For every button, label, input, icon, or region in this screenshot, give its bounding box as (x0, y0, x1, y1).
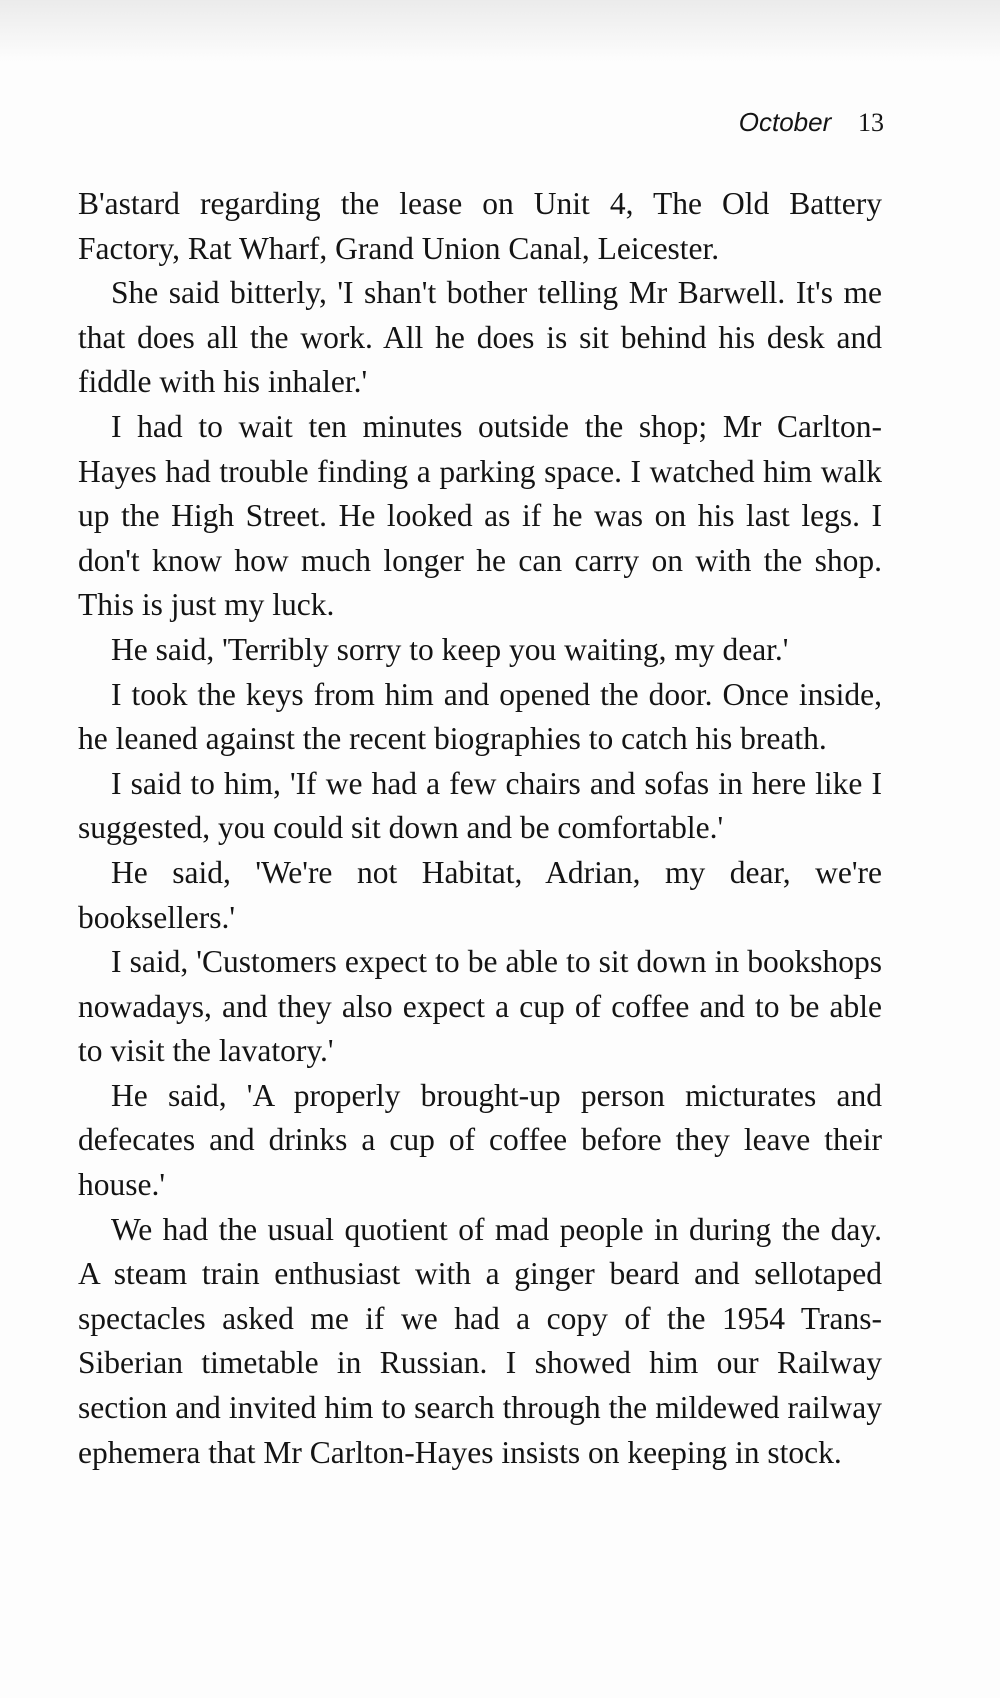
paragraph-3: I had to wait ten minutes outside the shop; Mr Carlton-Hayes had trouble finding a parking space. I watched him walk up the High Street. He looked as if he was on his last legs. I don't know how much longer he can carry on with the shop. This is just my luck. (78, 408, 882, 623)
page-number: 13 (858, 108, 884, 137)
page-header (739, 104, 884, 141)
running-head: October (738, 107, 832, 137)
paragraph-6: I said to him, 'If we had a few chairs and sofas in here like I suggested, you could sit down and be comfortable.' (78, 765, 882, 846)
paragraph-8: I said, 'Customers expect to be able to sit down in bookshops nowadays, and they also expect a cup of coffee and to be able to visit the lavatory.' (78, 944, 882, 1069)
paragraph-5: I took the keys from him and opened the door. Once inside, he leaned against the recent biographies to catch his breath. (78, 676, 882, 757)
paragraph-9: He said, 'A properly brought-up person micturates and defecates and drinks a cup of coffee before they leave their house.' (78, 1077, 882, 1203)
paragraph-10: We had the usual quotient of mad people in during the day. A steam train enthusiast with a ginger beard and sellotaped spectacles asked me if we had a copy of the 1954 Trans-Siberian timetable in Russian. I showed him our Railway section and invited him to search through the mildewed railway ephemera that Mr Carlton-Hayes insists on keeping in stock. (78, 1211, 882, 1470)
paragraph-7: He said, 'We're not Habitat, Adrian, my dear, we're booksellers.' (78, 854, 882, 935)
paragraph-2: She said bitterly, 'I shan't bother telling Mr Barwell. It's me that does all the work. All he does is sit behind his desk and fiddle with his inhaler.' (78, 275, 882, 400)
body-text (78, 182, 882, 1475)
page-top-shadow (0, 0, 1000, 62)
paragraph-1: B'astard regarding the lease on Unit 4, The Old Battery Factory, Rat Wharf, Grand Union Canal, Leicester. (78, 186, 882, 266)
paragraph-4: He said, 'Terribly sorry to keep you waiting, my dear.' (111, 631, 789, 667)
